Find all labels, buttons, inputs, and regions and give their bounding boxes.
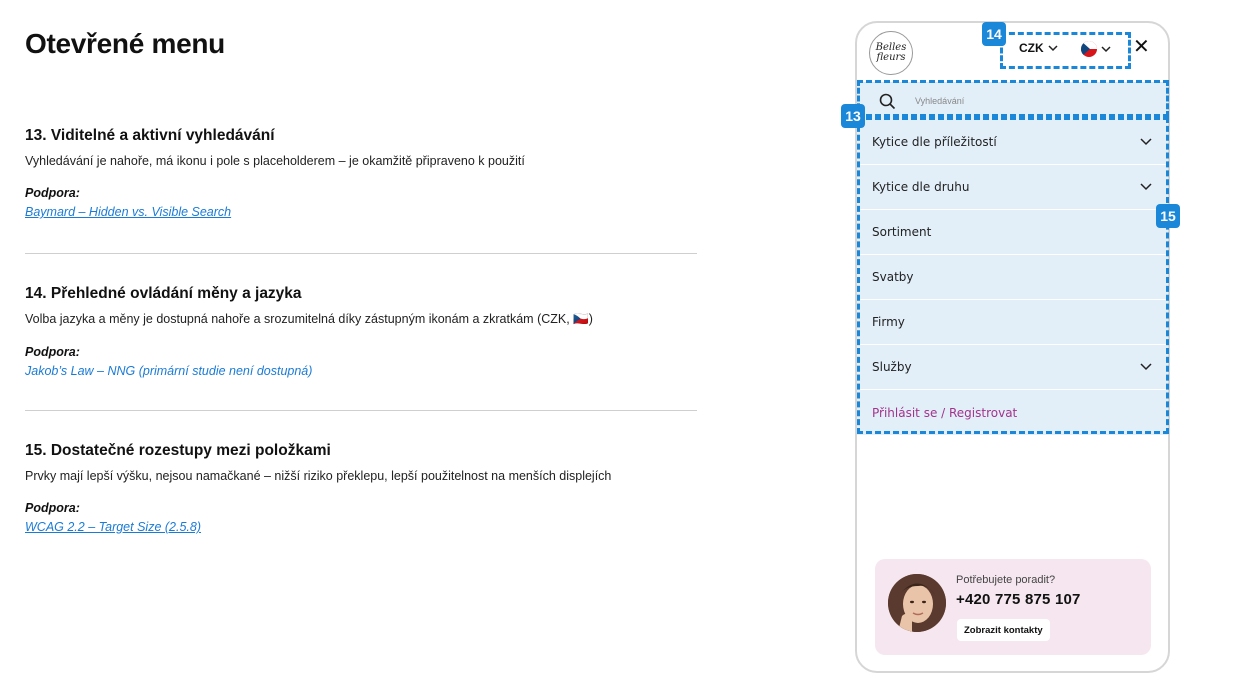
section-13 xyxy=(25,127,697,221)
contact-card xyxy=(875,559,1151,655)
menu-item-label: Služby xyxy=(872,360,912,374)
support-label: Podpora: xyxy=(25,501,80,515)
divider xyxy=(25,410,697,411)
section-description: Vyhledávání je nahoře, má ikonu i pole s placeholderem – je okamžitě připraveno k použití xyxy=(25,154,525,168)
menu-item-label: Kytice dle příležitostí xyxy=(872,135,997,149)
menu-item-label: Svatby xyxy=(872,270,914,284)
avatar xyxy=(888,574,946,632)
support-label: Podpora: xyxy=(25,345,80,359)
menu-item-label: Firmy xyxy=(872,315,905,329)
reference-link[interactable]: Baymard – Hidden vs. Visible Search xyxy=(25,205,232,219)
search-input[interactable]: Vyhledávání xyxy=(915,96,965,106)
login-register-label: Přihlásit se / Registrovat xyxy=(872,405,1018,420)
logo-text: fleurs xyxy=(876,52,906,63)
section-description: Volba jazyka a měny je dostupná nahoře a srozumitelná díky zástupným ikonám a zkratkám (CZK, 🇨🇿) xyxy=(25,312,593,326)
menu-item-label: Kytice dle druhu xyxy=(872,180,970,194)
badge-14: 14 xyxy=(982,22,1006,46)
show-contacts-button[interactable]: Zobrazit kontakty xyxy=(957,619,1050,641)
section-heading: 14. Přehledné ovládání měny a jazyka xyxy=(25,285,302,302)
badge-15: 15 xyxy=(1156,204,1180,228)
divider xyxy=(25,253,697,254)
menu-item-label: Sortiment xyxy=(872,225,932,239)
contact-phone[interactable]: +420 775 875 107 xyxy=(956,591,1081,608)
brand-logo[interactable] xyxy=(869,31,913,75)
logo-text: Belles xyxy=(875,42,907,53)
reference-link[interactable]: Jakob’s Law – NNG (primární studie není dostupná) xyxy=(25,364,313,378)
highlight-box-14 xyxy=(1000,32,1131,69)
section-heading: 15. Dostatečné rozestupy mezi položkami xyxy=(25,442,331,459)
section-description: Prvky mají lepší výšku, nejsou namačkané – nižší riziko překlepu, lepší použitelnost na menších displejích xyxy=(25,469,612,483)
reference-link[interactable]: WCAG 2.2 – Target Size (2.5.8) xyxy=(25,520,202,534)
badge-13: 13 xyxy=(841,104,865,128)
support-label: Podpora: xyxy=(25,186,80,200)
section-heading: 13. Viditelné a aktivní vyhledávání xyxy=(25,127,275,144)
section-15 xyxy=(25,442,697,536)
page-title: Otevřené menu xyxy=(25,28,225,59)
contact-question: Potřebujete poradit? xyxy=(956,574,1056,586)
currency-label: CZK xyxy=(1019,41,1044,55)
highlight-box-15 xyxy=(857,117,1169,434)
highlight-box-13 xyxy=(857,80,1169,117)
close-icon[interactable]: ✕ xyxy=(1133,36,1150,58)
section-14 xyxy=(25,285,697,380)
